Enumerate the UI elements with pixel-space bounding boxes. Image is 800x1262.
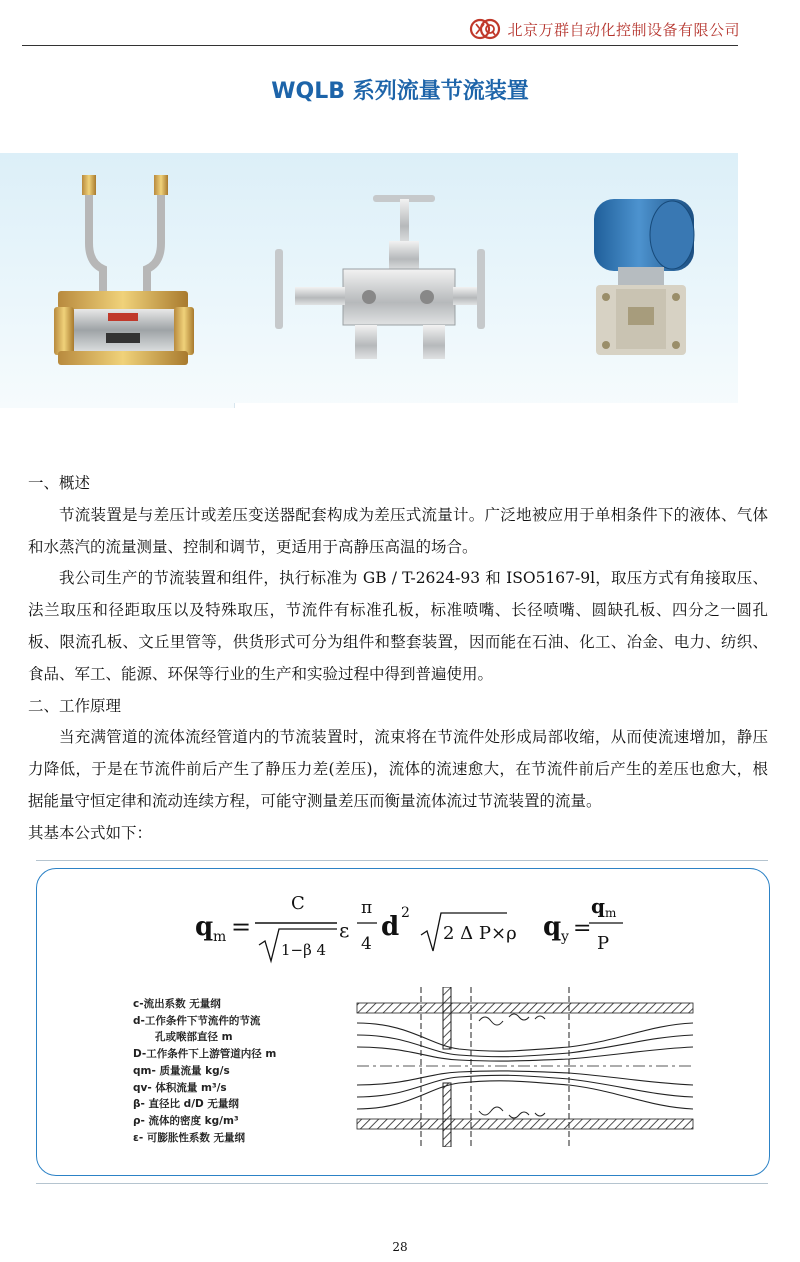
- paragraph: 我公司生产的节流装置和组件，执行标准为 GB / T-2624-93 和 ISO5167-9l，取压方式有角接取压、法兰取压和径距取压以及特殊取压，节流件有标准孔板，标准喷嘴、长径喷嘴、圆缺孔板、四分之一圆孔板、限流孔板、文丘里管等，供货形式可分为组件和整套装置，因而能在石油、化工、冶金、电力、纺织、食品、军工、能源、环保等行业的生产和实验过程中得到普遍使用。: [28, 569, 768, 683]
- definition-item: ε- 可膨胀性系数 无量纲: [133, 1131, 246, 1144]
- formula-box: [36, 868, 770, 1176]
- manifold-valve-image: [265, 191, 495, 366]
- definition-item: qv- 体积流量 m³/s: [133, 1081, 227, 1094]
- definition-item: β- 直径比 d/D 无量纲: [133, 1098, 239, 1111]
- flow-diagram: [349, 987, 701, 1147]
- formula-equals: =: [231, 913, 252, 941]
- formula-pi: π: [361, 898, 373, 918]
- company-header: [469, 16, 740, 42]
- orifice-assembly-image: [48, 173, 198, 383]
- formula-qv-num: q: [591, 894, 605, 918]
- company-logo-icon: [469, 16, 501, 42]
- definition-item: 孔或喉部直径 m: [155, 1031, 233, 1044]
- formula-qv-num-sub: m: [605, 906, 617, 920]
- flow-formula: [187, 879, 627, 979]
- definition-item: c-流出系数 无量纲: [133, 998, 221, 1010]
- formula-d: d: [381, 912, 400, 942]
- company-name: 北京万群自动化控制设备有限公司: [507, 20, 740, 39]
- formula-epsilon: ε: [339, 918, 350, 942]
- formula-qm: q: [195, 912, 214, 942]
- body-text: [28, 468, 768, 850]
- product-banner: [0, 153, 738, 408]
- formula-qv-den: P: [597, 933, 610, 954]
- frame-top-line: [36, 860, 768, 861]
- formula-qv-sub: y: [561, 929, 569, 945]
- section-heading: 二、工作原理: [28, 696, 122, 715]
- definition-item: D-工作条件下上游管道内径 m: [133, 1048, 277, 1061]
- definition-item: ρ- 流体的密度 kg/m³: [133, 1114, 239, 1127]
- frame-bottom-line: [36, 1183, 768, 1184]
- paragraph: 节流装置是与差压计或差压变送器配套构成为差压式流量计。广泛地被应用于单相条件下的液体、气体和水蒸汽的流量测量、控制和调节，更适用于高静压高温的场合。: [28, 505, 768, 556]
- definition-item: qm- 质量流量 kg/s: [133, 1064, 230, 1077]
- formula-qm-sub: m: [213, 929, 227, 945]
- formula-qv-equals: =: [573, 916, 592, 941]
- formula-sqrt: 1−β 4: [281, 941, 327, 959]
- page-title: WQLB 系列流量节流装置: [271, 79, 529, 104]
- transmitter-image: [572, 181, 712, 371]
- definition-item: d-工作条件下节流件的节流: [133, 1014, 261, 1027]
- banner-white-panel: [234, 403, 738, 408]
- formula-c: C: [291, 893, 305, 914]
- formula-qv: q: [543, 912, 562, 942]
- page-number: 28: [392, 1240, 408, 1254]
- paragraph: 当充满管道的流体流经管道内的节流装置时，流束将在节流件处形成局部收缩，从而使流速增加，静压力降低，于是在节流件前后产生了静压力差(差压)，流体的流速愈大，在节流件前后产生的差压也愈大，根据能量守恒定律和流动连续方程，可能守测量差压而衡量流体流过节流装置的流量。: [28, 728, 768, 810]
- formula-d-exp: 2: [401, 905, 410, 921]
- definition-list: [133, 996, 276, 1146]
- formula-four: 4: [361, 934, 372, 954]
- section-heading: 一、概述: [28, 474, 91, 492]
- formula-dp: 2 Δ P×ρ: [443, 923, 517, 944]
- formula-intro: 其基本公式如下：: [28, 823, 153, 842]
- header-divider: [22, 45, 738, 46]
